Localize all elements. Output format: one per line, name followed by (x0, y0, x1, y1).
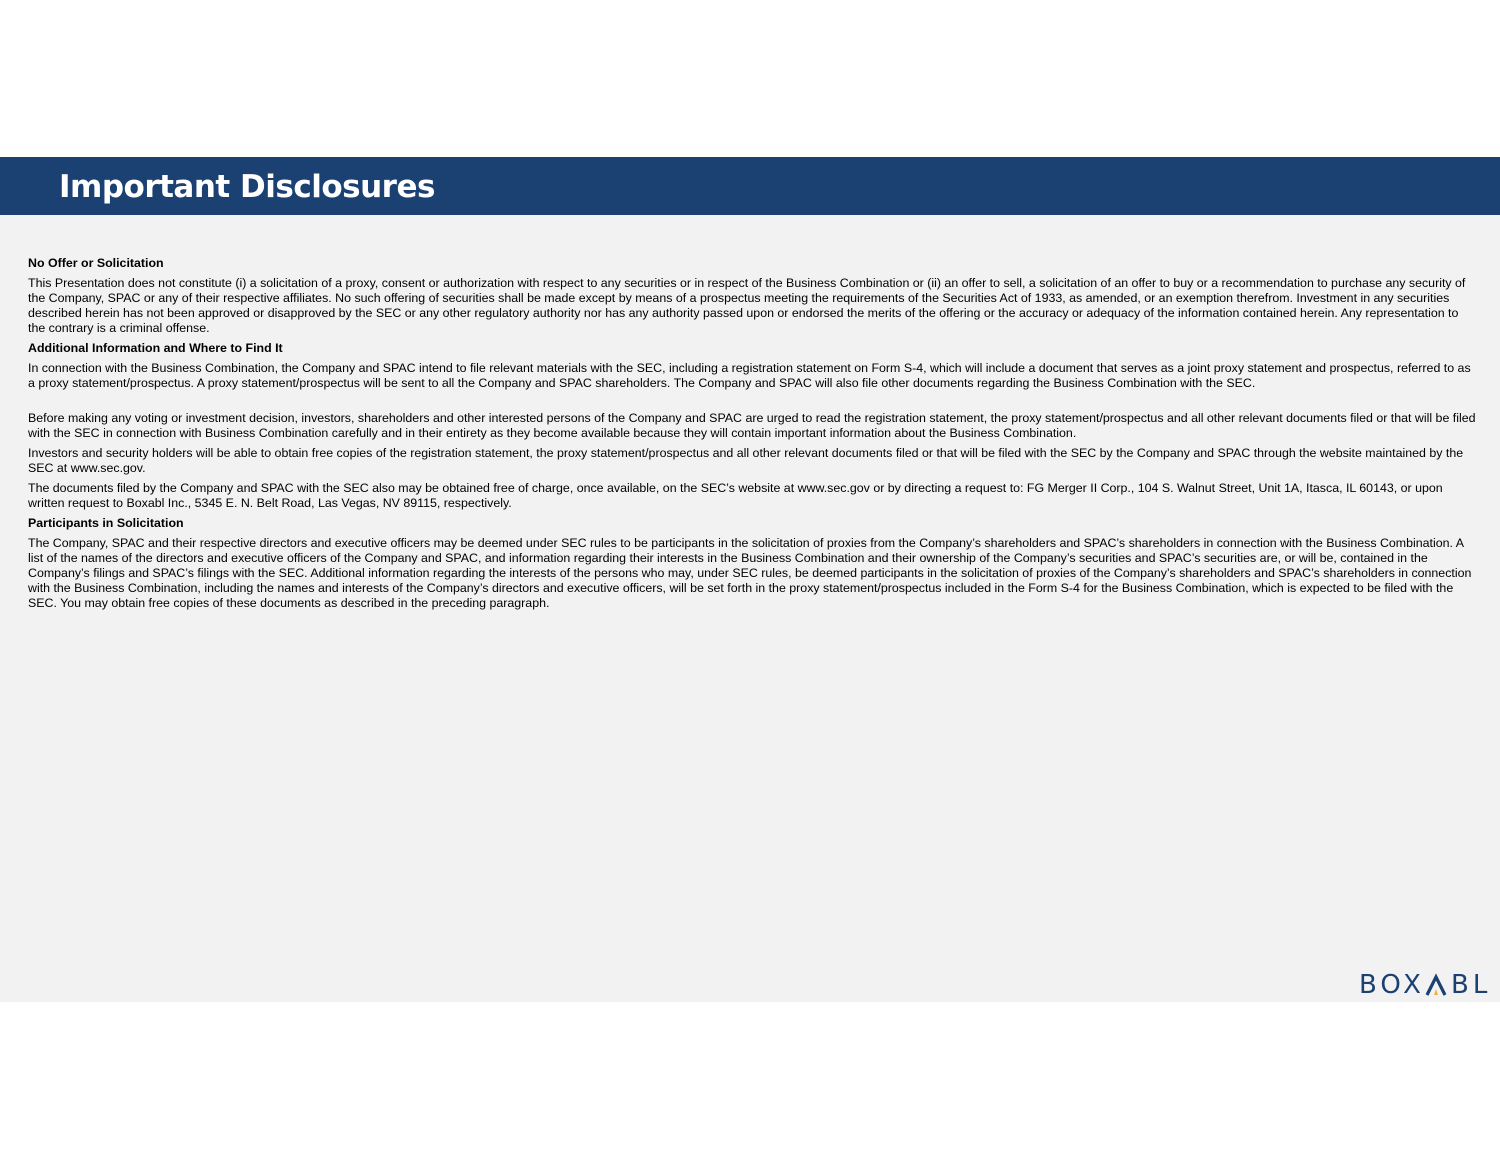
house-icon (1425, 973, 1447, 997)
page-title: Important Disclosures (59, 169, 435, 205)
title-bar (0, 157, 1500, 215)
logo-text-left: BOX (1359, 970, 1425, 1000)
section-heading-participants: Participants in Solicitation (28, 516, 184, 530)
paragraph-no-offer: This Presentation does not constitute (i) a solicitation of a proxy, consent or authorization with respect to any securities or in respect of the Business Combination or (ii) an offer to sell, a solicitation of an offer to buy or a recommendation to purchase any security of the Company, SPAC or any of their respective affiliates. No such offering of securities shall be made except by means of a prospectus meeting the requirements of the Securities Act of 1933, as amended, or an exemption therefrom. Investment in any securities described herein has not been approved or disapproved by the SEC or any other regulatory authority nor has any authority passed upon or endorsed the merits of the offering or the accuracy or adequacy of the information contained herein. Any representation to the contrary is a criminal offense. (28, 276, 1466, 335)
paragraph-participants: The Company, SPAC and their respective directors and executive officers may be deemed under SEC rules to be participants in the solicitation of proxies from the Company’s shareholders and SPAC’s shareholders in connection with the Business Combination. A list of the names of the directors and executive officers of the Company and SPAC, and information regarding their interests in the Business Combination and their ownership of the Company’s securities and SPAC’s securities are, or will be, contained in the Company’s filings and SPAC’s filings with the SEC. Additional information regarding the interests of the persons who may, under SEC rules, be deemed participants in the solicitation of proxies of the Company’s shareholders and SPAC’s shareholders in connection with the Business Combination, including the names and interests of the Company’s directors and executive officers, will be set forth in the proxy statement/prospectus included in the Form S-4 for the Business Combination, which is expected to be filed with the SEC. You may obtain free copies of these documents as described in the preceding paragraph. (28, 536, 1472, 610)
disclosures-body (28, 256, 1476, 616)
paragraph-additional-info-3: Investors and security holders will be able to obtain free copies of the registration statement, the proxy statement/prospectus and all other relevant documents filed or that will be filed with the SEC by the Company and SPAC through the website maintained by the SEC at www.sec.gov. (28, 446, 1464, 475)
paragraph-additional-info-4: The documents filed by the Company and SPAC with the SEC also may be obtained free of charge, once available, on the SEC’s website at www.sec.gov or by directing a request to: FG Merger II Corp., 104 S. Walnut Street, Unit 1A, Itasca, IL 60143, or upon written request to Boxabl Inc., 5345 E. N. Belt Road, Las Vegas, NV 89115, respectively. (28, 481, 1443, 510)
section-heading-no-offer: No Offer or Solicitation (28, 256, 164, 270)
section-heading-additional-info: Additional Information and Where to Find It (28, 341, 283, 355)
slide (0, 157, 1500, 1002)
paragraph-additional-info-1: In connection with the Business Combination, the Company and SPAC intend to file relevant materials with the SEC, including a registration statement on Form S-4, which will include a document that serves as a joint proxy statement and prospectus, referred to as a proxy statement/prospectus. A proxy statement/prospectus will be sent to all the Company and SPAC shareholders. The Company and SPAC will also file other documents regarding the Business Combination with the SEC. (28, 361, 1471, 390)
paragraph-additional-info-2: Before making any voting or investment decision, investors, shareholders and other interested persons of the Company and SPAC are urged to read the registration statement, the proxy statement/prospectus and all other relevant documents filed or that will be filed with the SEC in connection with Business Combination carefully and in their entirety as they become available because they will contain important information about the Business Combination. (28, 411, 1476, 440)
boxabl-logo (1359, 970, 1491, 1000)
logo-text-right: BL (1451, 970, 1492, 1000)
